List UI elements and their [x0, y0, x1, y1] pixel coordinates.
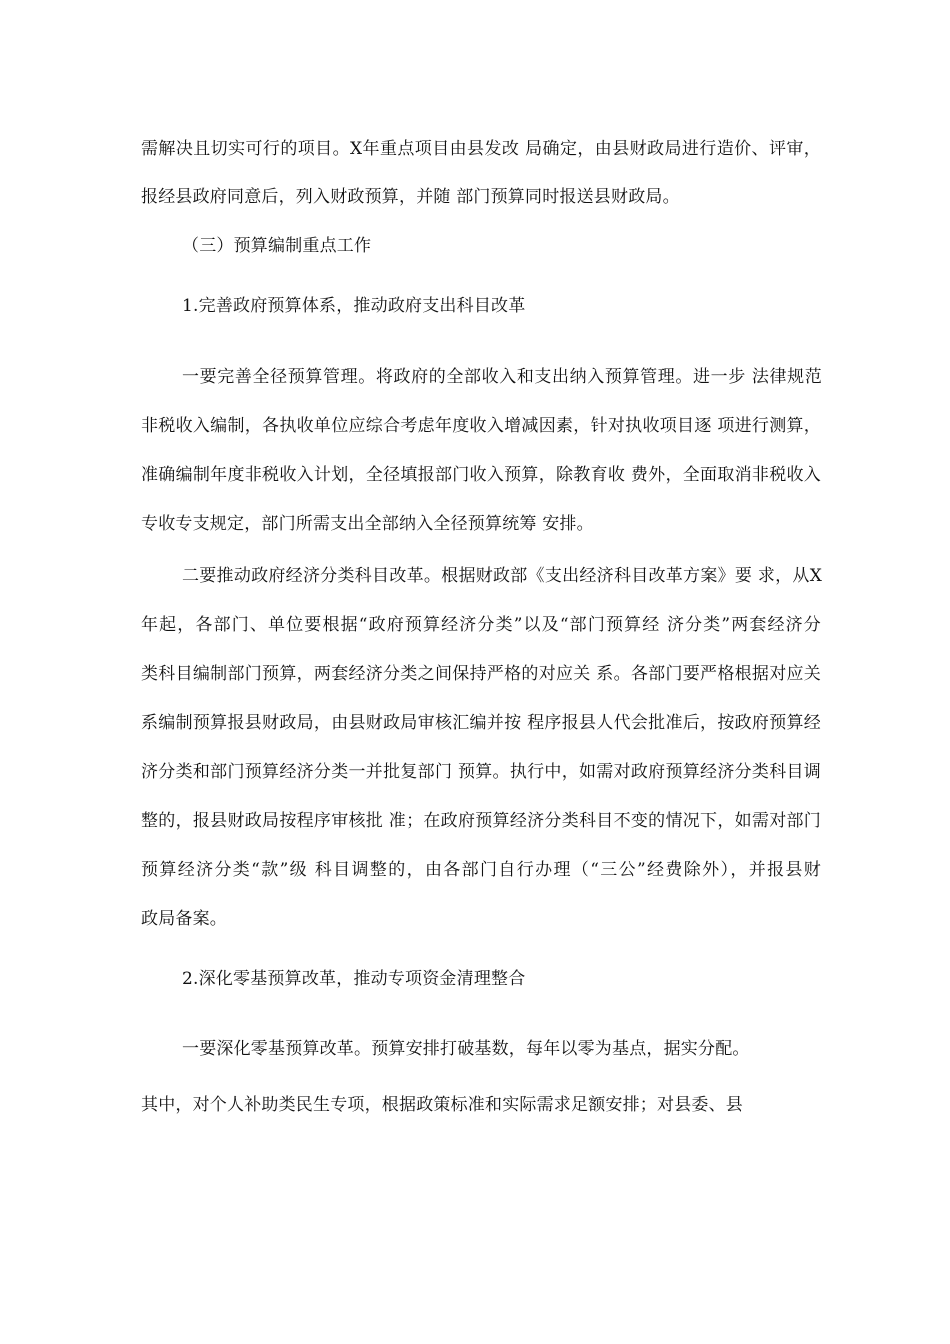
paragraph-line: 需解决且切实可行的项目。X年重点项目由县发改 局确定，由县财政局进行造价、评审，: [141, 139, 821, 159]
paragraph-line: 一要完善全径预算管理。将政府的全部收入和支出纳入预算管理。进一步 法律规范: [182, 367, 822, 387]
paragraph-line: 年起，各部门、单位要根据“政府预算经济分类”以及“部门预算经 济分类”两套经济分: [141, 615, 821, 635]
paragraph-line: 预算经济分类“款”级 科目调整的，由各部门自行办理（“三公”经费除外），并报县财: [141, 860, 821, 880]
paragraph-line: 整的，报县财政局按程序审核批 准；在政府预算经济分类科目不变的情况下，如需对部门: [141, 811, 821, 831]
paragraph-line: 类科目编制部门预算，两套经济分类之间保持严格的对应关 系。各部门要严格根据对应关: [141, 664, 821, 684]
subsection-heading: 1.完善政府预算体系，推动政府支出科目改革: [182, 296, 526, 316]
section-heading: （三）预算编制重点工作: [182, 236, 372, 256]
paragraph-line: 报经县政府同意后，列入财政预算，并随 部门预算同时报送县财政局。: [141, 187, 680, 207]
paragraph-line: 系编制预算报县财政局，由县财政局审核汇编并按 程序报县人代会批准后，按政府预算经: [141, 713, 821, 733]
paragraph-line: 一要深化零基预算改革。预算安排打破基数，每年以零为基点，据实分配。: [182, 1039, 750, 1059]
paragraph-line: 准确编制年度非税收入计划，全径填报部门收入预算，除教育收 费外，全面取消非税收入: [141, 465, 821, 485]
paragraph-line: 非税收入编制，各执收单位应综合考虑年度收入增减因素，针对执收项目逐 项进行测算，: [141, 416, 821, 436]
paragraph-line: 专收专支规定，部门所需支出全部纳入全径预算统筹 安排。: [141, 514, 594, 534]
paragraph-line: 政局备案。: [141, 909, 227, 929]
paragraph-line: 其中，对个人补助类民生专项，根据政策标准和实际需求足额安排；对县委、县: [141, 1095, 743, 1115]
paragraph-line: 济分类和部门预算经济分类一并批复部门 预算。执行中，如需对政府预算经济分类科目调: [141, 762, 821, 782]
subsection-heading: 2.深化零基预算改革，推动专项资金清理整合: [182, 969, 526, 989]
paragraph-line: 二要推动政府经济分类科目改革。根据财政部《支出经济科目改革方案》要 求，从X: [182, 566, 822, 586]
